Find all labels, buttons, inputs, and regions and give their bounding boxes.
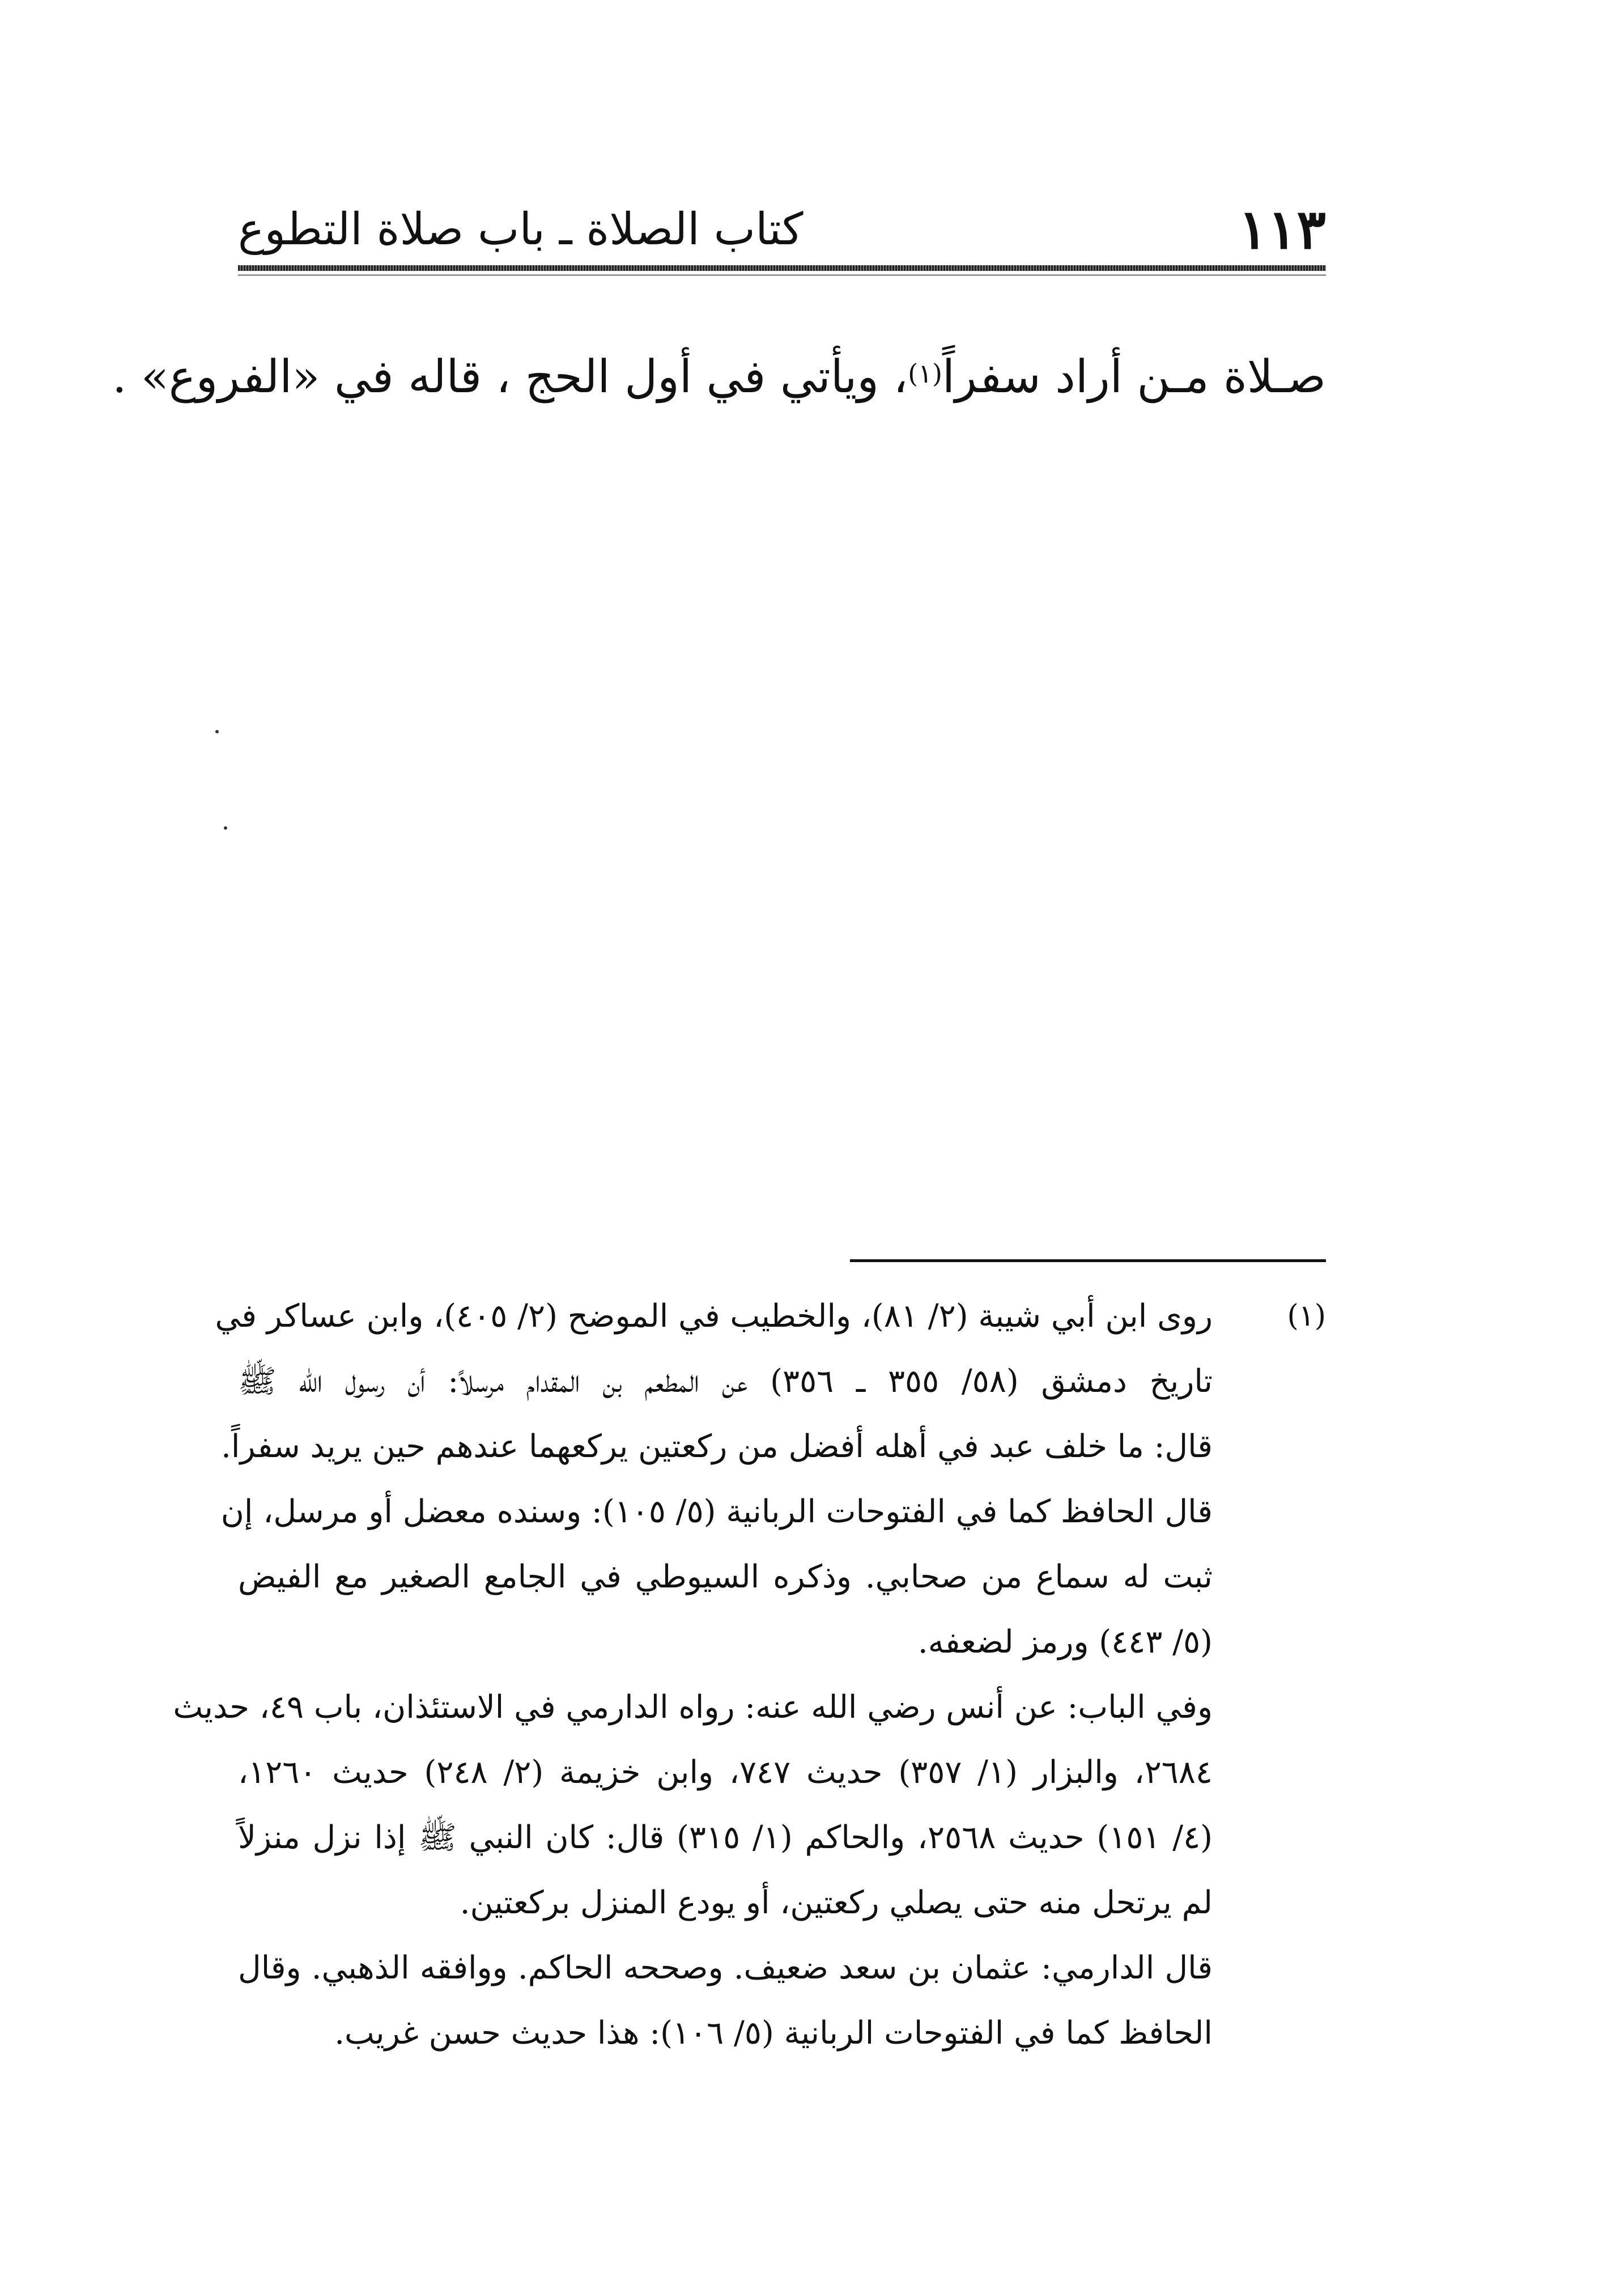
footnote-marker: (١) bbox=[1287, 1299, 1326, 1333]
footnote-line: لم يرتحل منه حتى يصلي ركعتين، أو يودع المنزل بركعتين. bbox=[460, 1884, 1213, 1921]
header-rule bbox=[238, 265, 1326, 271]
footnote-reference[interactable]: (١) bbox=[908, 358, 942, 389]
scan-speck bbox=[215, 730, 219, 733]
footnote-body bbox=[173, 1284, 1213, 2066]
footnote-line: (٤/ ١٥١) حديث ٢٥٦٨، والحاكم (١/ ٣١٥) قال: كان النبي ﷺ إذا نزل منزلاً bbox=[238, 1819, 1213, 1856]
scan-speck bbox=[224, 826, 227, 830]
footnote-line: ثبت له سماع من صحابي. وذكره السيوطي في الجامع الصغير مع الفيض bbox=[238, 1559, 1213, 1595]
footnote-line: وفي الباب: عن أنس رضي الله عنه: رواه الدارمي في الاستئذان، باب ٤٩، حديث bbox=[173, 1689, 1213, 1726]
footnote-line: تاريخ دمشق (٥٨/ ٣٥٥ ـ ٣٥٦) عن المطعم بن المقدام مرسلاً: أن رسول الله ﷺ bbox=[238, 1363, 1213, 1400]
footnote-line: روى ابن أبي شيبة (٢/ ٨١)، والخطيب في الموضح (٢/ ٤٠٥)، وابن عساكر في bbox=[215, 1298, 1213, 1335]
footnote-separator bbox=[850, 1259, 1326, 1262]
footnote-line: الحافظ كما في الفتوحات الربانية (٥/ ١٠٦): هذا حديث حسن غريب. bbox=[334, 2015, 1213, 2052]
footnote-line: قال الدارمي: عثمان بن سعد ضعيف. وصححه الحاكم. ووافقه الذهبي. وقال bbox=[238, 1950, 1213, 1986]
header-rule-secondary bbox=[238, 274, 1326, 276]
footnote-line: قال الحافظ كما في الفتوحات الربانية (٥/ ١٠٥): وسنده معضل أو مرسل، إن bbox=[220, 1493, 1213, 1530]
main-text-end: ، ويأتي في أول الحج ، قاله في «الفروع» . bbox=[112, 350, 908, 403]
footnote-line: قال: ما خلف عبد في أهله أفضل من ركعتين يركعهما عندهم حين يريد سفراً. bbox=[221, 1428, 1213, 1465]
chapter-title: كتاب الصلاة ـ باب صلاة التطوع bbox=[238, 204, 804, 255]
main-text-start: صـلاة مـن أراد سفراً bbox=[942, 350, 1326, 403]
running-header bbox=[238, 198, 1326, 261]
footnote-line: ٢٦٨٤، والبزار (١/ ٣٥٧) حديث ٧٤٧، وابن خزيمة (٢/ ٢٤٨) حديث ١٢٦٠، bbox=[238, 1754, 1213, 1791]
main-text bbox=[112, 340, 1326, 414]
page-number: ١١٣ bbox=[1238, 197, 1326, 261]
footnotes bbox=[173, 1284, 1326, 2066]
footnote-line: (٥/ ٤٤٣) ورمز لضعفه. bbox=[917, 1624, 1213, 1661]
